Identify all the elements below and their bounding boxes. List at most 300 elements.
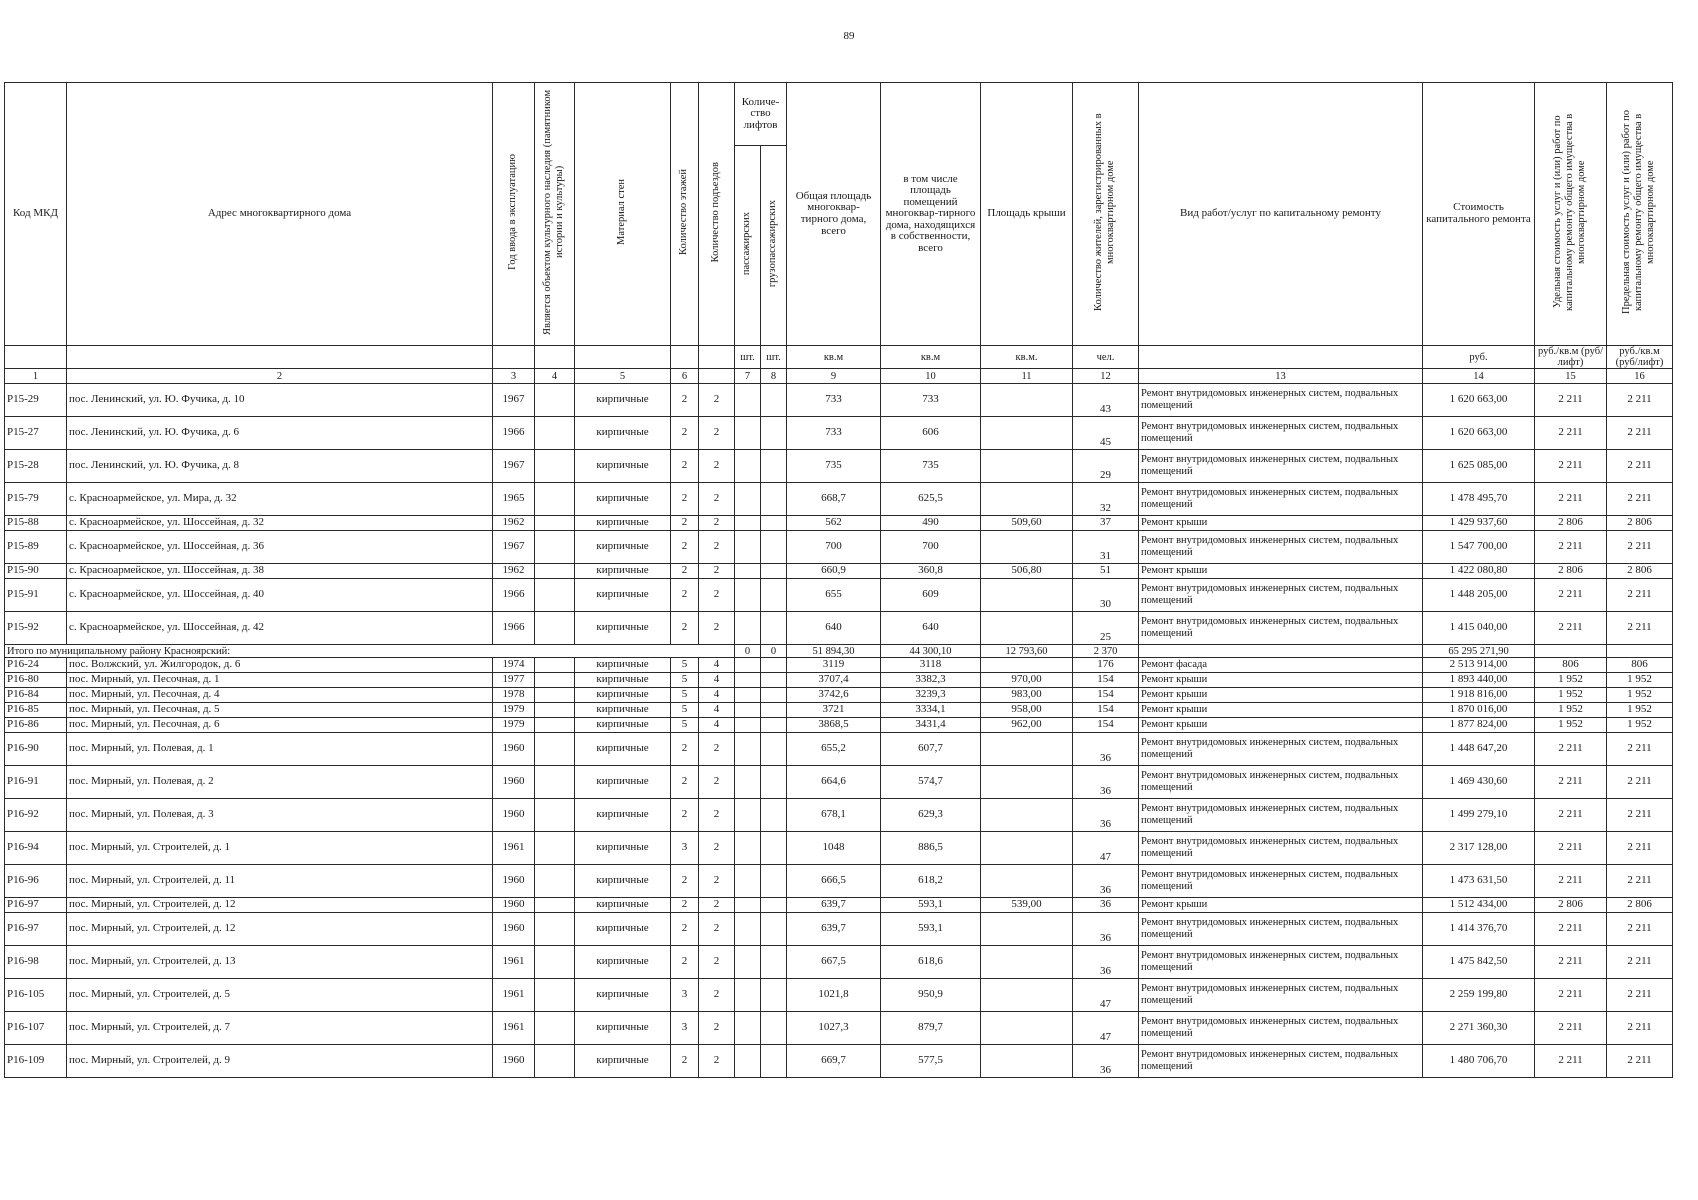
row-floors: 2 bbox=[671, 612, 699, 645]
row-walls: кирпичные bbox=[575, 450, 671, 483]
row-floors: 2 bbox=[671, 1045, 699, 1078]
row-max-cost: 1 952 bbox=[1607, 688, 1673, 703]
row-owned: 3431,4 bbox=[881, 718, 981, 733]
row-residents: 36 bbox=[1073, 898, 1139, 913]
row-address: пос. Мирный, ул. Песочная, д. 4 bbox=[67, 688, 493, 703]
row-floors: 5 bbox=[671, 703, 699, 718]
row-walls: кирпичные bbox=[575, 1045, 671, 1078]
row-address: с. Красноармейское, ул. Шоссейная, д. 42 bbox=[67, 612, 493, 645]
row-floors: 3 bbox=[671, 832, 699, 865]
row-roof bbox=[981, 979, 1073, 1012]
row-walls: кирпичные bbox=[575, 579, 671, 612]
row-lifts-pass bbox=[735, 450, 761, 483]
row-lifts-pass bbox=[735, 516, 761, 531]
row-walls: кирпичные bbox=[575, 865, 671, 898]
row-cost: 1 547 700,00 bbox=[1423, 531, 1535, 564]
row-heritage bbox=[535, 946, 575, 979]
table-row bbox=[5, 733, 1673, 766]
row-unit-cost: 1 952 bbox=[1535, 688, 1607, 703]
row-area: 640 bbox=[787, 612, 881, 645]
row-walls: кирпичные bbox=[575, 658, 671, 673]
row-code: P15-89 bbox=[5, 531, 67, 564]
row-work: Ремонт внутридомовых инженерных систем, подвальных помещений bbox=[1139, 1045, 1423, 1078]
row-roof bbox=[981, 865, 1073, 898]
row-walls: кирпичные bbox=[575, 688, 671, 703]
row-unit-cost: 2 211 bbox=[1535, 766, 1607, 799]
row-floors: 2 bbox=[671, 417, 699, 450]
row-owned: 360,8 bbox=[881, 564, 981, 579]
row-work: Ремонт внутридомовых инженерных систем, подвальных помещений bbox=[1139, 865, 1423, 898]
row-lifts-cargo bbox=[761, 673, 787, 688]
row-residents: 154 bbox=[1073, 718, 1139, 733]
row-unit-cost: 1 952 bbox=[1535, 718, 1607, 733]
row-address: с. Красноармейское, ул. Шоссейная, д. 40 bbox=[67, 579, 493, 612]
table-row bbox=[5, 579, 1673, 612]
row-address: пос. Мирный, ул. Строителей, д. 12 bbox=[67, 898, 493, 913]
row-year: 1961 bbox=[493, 1012, 535, 1045]
row-roof bbox=[981, 612, 1073, 645]
row-cost: 1 422 080,80 bbox=[1423, 564, 1535, 579]
row-max-cost: 2 211 bbox=[1607, 384, 1673, 417]
row-residents: 154 bbox=[1073, 703, 1139, 718]
column-number: 12 bbox=[1073, 369, 1139, 384]
table-row bbox=[5, 417, 1673, 450]
row-code: P16-98 bbox=[5, 946, 67, 979]
row-lifts-pass bbox=[735, 979, 761, 1012]
row-cost: 1 469 430,60 bbox=[1423, 766, 1535, 799]
row-roof: 509,60 bbox=[981, 516, 1073, 531]
row-year: 1966 bbox=[493, 417, 535, 450]
row-cost: 1 415 040,00 bbox=[1423, 612, 1535, 645]
row-walls: кирпичные bbox=[575, 1012, 671, 1045]
row-walls: кирпичные bbox=[575, 612, 671, 645]
row-entrances: 2 bbox=[699, 979, 735, 1012]
row-year: 1961 bbox=[493, 946, 535, 979]
row-heritage bbox=[535, 865, 575, 898]
row-code: P15-28 bbox=[5, 450, 67, 483]
row-year: 1977 bbox=[493, 673, 535, 688]
row-max-cost: 2 211 bbox=[1607, 483, 1673, 516]
row-entrances: 2 bbox=[699, 865, 735, 898]
row-roof bbox=[981, 1012, 1073, 1045]
row-lifts-pass bbox=[735, 483, 761, 516]
row-cost: 1 448 205,00 bbox=[1423, 579, 1535, 612]
row-entrances: 4 bbox=[699, 673, 735, 688]
row-lifts-cargo bbox=[761, 946, 787, 979]
row-area: 655 bbox=[787, 579, 881, 612]
row-code: P15-79 bbox=[5, 483, 67, 516]
row-unit-cost: 2 211 bbox=[1535, 1045, 1607, 1078]
col-entrances-header: Количество подъездов bbox=[699, 83, 735, 346]
table-row bbox=[5, 658, 1673, 673]
row-owned: 3239,3 bbox=[881, 688, 981, 703]
row-area: 700 bbox=[787, 531, 881, 564]
row-owned: 3118 bbox=[881, 658, 981, 673]
row-unit-cost: 2 211 bbox=[1535, 799, 1607, 832]
row-floors: 2 bbox=[671, 579, 699, 612]
row-owned: 490 bbox=[881, 516, 981, 531]
row-work: Ремонт крыши bbox=[1139, 718, 1423, 733]
row-heritage bbox=[535, 733, 575, 766]
row-heritage bbox=[535, 979, 575, 1012]
unit-area: кв.м bbox=[787, 346, 881, 369]
repair-register-table bbox=[4, 82, 1673, 1078]
row-unit-cost: 2 211 bbox=[1535, 733, 1607, 766]
col-address-header: Адрес многоквартирного дома bbox=[67, 83, 493, 346]
row-entrances: 2 bbox=[699, 531, 735, 564]
row-entrances: 2 bbox=[699, 913, 735, 946]
row-year: 1961 bbox=[493, 832, 535, 865]
row-work: Ремонт крыши bbox=[1139, 564, 1423, 579]
row-floors: 2 bbox=[671, 733, 699, 766]
column-number: 16 bbox=[1607, 369, 1673, 384]
row-roof bbox=[981, 832, 1073, 865]
row-work: Ремонт крыши bbox=[1139, 688, 1423, 703]
column-number: 14 bbox=[1423, 369, 1535, 384]
total-label: Итого по муниципальному району Красноярский: bbox=[5, 645, 735, 658]
row-work: Ремонт внутридомовых инженерных систем, подвальных помещений bbox=[1139, 946, 1423, 979]
row-owned: 3382,3 bbox=[881, 673, 981, 688]
row-unit-cost: 2 211 bbox=[1535, 612, 1607, 645]
col-code-header: Код МКД bbox=[5, 83, 67, 346]
row-address: с. Красноармейское, ул. Шоссейная, д. 36 bbox=[67, 531, 493, 564]
row-max-cost: 2 211 bbox=[1607, 450, 1673, 483]
row-cost: 1 620 663,00 bbox=[1423, 384, 1535, 417]
row-address: пос. Мирный, ул. Полевая, д. 3 bbox=[67, 799, 493, 832]
row-cost: 1 414 376,70 bbox=[1423, 913, 1535, 946]
row-owned: 700 bbox=[881, 531, 981, 564]
row-work: Ремонт внутридомовых инженерных систем, подвальных помещений bbox=[1139, 979, 1423, 1012]
row-walls: кирпичные bbox=[575, 898, 671, 913]
row-area: 3868,5 bbox=[787, 718, 881, 733]
row-area: 1048 bbox=[787, 832, 881, 865]
row-entrances: 4 bbox=[699, 688, 735, 703]
row-area: 667,5 bbox=[787, 946, 881, 979]
row-year: 1967 bbox=[493, 531, 535, 564]
row-code: P15-29 bbox=[5, 384, 67, 417]
unit-rub-m2: руб./кв.м (руб/лифт) bbox=[1607, 346, 1673, 369]
row-owned: 618,6 bbox=[881, 946, 981, 979]
row-area: 664,6 bbox=[787, 766, 881, 799]
column-number: 6 bbox=[671, 369, 699, 384]
row-residents: 51 bbox=[1073, 564, 1139, 579]
row-heritage bbox=[535, 483, 575, 516]
row-year: 1979 bbox=[493, 718, 535, 733]
total-area: 51 894,30 bbox=[787, 645, 881, 658]
row-address: пос. Мирный, ул. Полевая, д. 2 bbox=[67, 766, 493, 799]
row-cost: 1 512 434,00 bbox=[1423, 898, 1535, 913]
row-address: пос. Мирный, ул. Строителей, д. 7 bbox=[67, 1012, 493, 1045]
row-year: 1966 bbox=[493, 612, 535, 645]
row-heritage bbox=[535, 564, 575, 579]
row-lifts-pass bbox=[735, 946, 761, 979]
row-work: Ремонт внутридомовых инженерных систем, подвальных помещений bbox=[1139, 913, 1423, 946]
row-address: пос. Мирный, ул. Полевая, д. 1 bbox=[67, 733, 493, 766]
row-lifts-cargo bbox=[761, 1045, 787, 1078]
row-heritage bbox=[535, 658, 575, 673]
row-code: P15-92 bbox=[5, 612, 67, 645]
row-code: P16-97 bbox=[5, 898, 67, 913]
row-code: P15-27 bbox=[5, 417, 67, 450]
row-lifts-pass bbox=[735, 579, 761, 612]
row-year: 1967 bbox=[493, 384, 535, 417]
row-area: 3119 bbox=[787, 658, 881, 673]
row-floors: 5 bbox=[671, 688, 699, 703]
total-owned: 44 300,10 bbox=[881, 645, 981, 658]
row-lifts-cargo bbox=[761, 979, 787, 1012]
row-heritage bbox=[535, 718, 575, 733]
row-owned: 625,5 bbox=[881, 483, 981, 516]
row-residents: 36 bbox=[1073, 766, 1139, 799]
row-residents: 47 bbox=[1073, 1012, 1139, 1045]
row-heritage bbox=[535, 832, 575, 865]
row-code: P16-85 bbox=[5, 703, 67, 718]
row-work: Ремонт внутридомовых инженерных систем, подвальных помещений bbox=[1139, 384, 1423, 417]
row-cost: 1 448 647,20 bbox=[1423, 733, 1535, 766]
col-owned-header: в том числе площадь помещений многоквар-тирного дома, находящихся в собственности, всего bbox=[881, 83, 981, 346]
table-row bbox=[5, 483, 1673, 516]
row-owned: 733 bbox=[881, 384, 981, 417]
row-roof bbox=[981, 483, 1073, 516]
row-code: P16-97 bbox=[5, 913, 67, 946]
row-walls: кирпичные bbox=[575, 417, 671, 450]
col-cost-header: Стоимость капитального ремонта bbox=[1423, 83, 1535, 346]
row-lifts-cargo bbox=[761, 612, 787, 645]
row-residents: 47 bbox=[1073, 832, 1139, 865]
row-residents: 30 bbox=[1073, 579, 1139, 612]
column-numbers-row bbox=[5, 369, 1673, 384]
column-number: 2 bbox=[67, 369, 493, 384]
row-walls: кирпичные bbox=[575, 766, 671, 799]
row-year: 1960 bbox=[493, 865, 535, 898]
row-code: P15-88 bbox=[5, 516, 67, 531]
unit-people: чел. bbox=[1073, 346, 1139, 369]
row-work: Ремонт внутридомовых инженерных систем, подвальных помещений bbox=[1139, 417, 1423, 450]
row-residents: 31 bbox=[1073, 531, 1139, 564]
row-unit-cost: 2 211 bbox=[1535, 417, 1607, 450]
row-cost: 2 259 199,80 bbox=[1423, 979, 1535, 1012]
row-lifts-cargo bbox=[761, 718, 787, 733]
row-area: 639,7 bbox=[787, 913, 881, 946]
row-area: 655,2 bbox=[787, 733, 881, 766]
row-floors: 2 bbox=[671, 516, 699, 531]
row-residents: 154 bbox=[1073, 673, 1139, 688]
row-code: P16-109 bbox=[5, 1045, 67, 1078]
row-unit-cost: 2 211 bbox=[1535, 579, 1607, 612]
row-lifts-pass bbox=[735, 384, 761, 417]
row-residents: 36 bbox=[1073, 1045, 1139, 1078]
row-work: Ремонт внутридомовых инженерных систем, подвальных помещений bbox=[1139, 766, 1423, 799]
row-heritage bbox=[535, 673, 575, 688]
row-work: Ремонт внутридомовых инженерных систем, подвальных помещений bbox=[1139, 612, 1423, 645]
table-row bbox=[5, 946, 1673, 979]
row-year: 1965 bbox=[493, 483, 535, 516]
row-roof bbox=[981, 658, 1073, 673]
row-work: Ремонт внутридомовых инженерных систем, подвальных помещений bbox=[1139, 579, 1423, 612]
table-row bbox=[5, 913, 1673, 946]
row-roof: 983,00 bbox=[981, 688, 1073, 703]
row-owned: 618,2 bbox=[881, 865, 981, 898]
table-row bbox=[5, 832, 1673, 865]
row-area: 3742,6 bbox=[787, 688, 881, 703]
row-owned: 606 bbox=[881, 417, 981, 450]
row-lifts-cargo bbox=[761, 564, 787, 579]
row-roof bbox=[981, 450, 1073, 483]
row-area: 733 bbox=[787, 417, 881, 450]
total-lifts-pass: 0 bbox=[735, 645, 761, 658]
row-address: пос. Ленинский, ул. Ю. Фучика, д. 6 bbox=[67, 417, 493, 450]
unit-rub-m2: руб./кв.м (руб/лифт) bbox=[1535, 346, 1607, 369]
row-lifts-cargo bbox=[761, 733, 787, 766]
row-area: 733 bbox=[787, 384, 881, 417]
table-row bbox=[5, 898, 1673, 913]
row-floors: 3 bbox=[671, 1012, 699, 1045]
row-cost: 2 317 128,00 bbox=[1423, 832, 1535, 865]
row-owned: 609 bbox=[881, 579, 981, 612]
row-year: 1960 bbox=[493, 898, 535, 913]
table-row bbox=[5, 979, 1673, 1012]
col-walls-header: Материал стен bbox=[575, 83, 671, 346]
row-entrances: 2 bbox=[699, 766, 735, 799]
row-area: 660,9 bbox=[787, 564, 881, 579]
row-walls: кирпичные bbox=[575, 384, 671, 417]
row-cost: 2 513 914,00 bbox=[1423, 658, 1535, 673]
column-number: 1 bbox=[5, 369, 67, 384]
row-lifts-pass bbox=[735, 718, 761, 733]
row-work: Ремонт крыши bbox=[1139, 703, 1423, 718]
row-max-cost: 2 211 bbox=[1607, 579, 1673, 612]
row-cost: 2 271 360,30 bbox=[1423, 1012, 1535, 1045]
column-number: 9 bbox=[787, 369, 881, 384]
row-code: P16-96 bbox=[5, 865, 67, 898]
row-walls: кирпичные bbox=[575, 979, 671, 1012]
row-owned: 879,7 bbox=[881, 1012, 981, 1045]
row-cost: 1 499 279,10 bbox=[1423, 799, 1535, 832]
row-heritage bbox=[535, 766, 575, 799]
row-code: P16-94 bbox=[5, 832, 67, 865]
column-number: 15 bbox=[1535, 369, 1607, 384]
row-owned: 735 bbox=[881, 450, 981, 483]
row-code: P16-24 bbox=[5, 658, 67, 673]
col-lifts-header: Количе-ство лифтов bbox=[735, 83, 787, 146]
row-lifts-cargo bbox=[761, 516, 787, 531]
row-area: 669,7 bbox=[787, 1045, 881, 1078]
row-lifts-pass bbox=[735, 658, 761, 673]
row-lifts-pass bbox=[735, 688, 761, 703]
row-max-cost: 2 211 bbox=[1607, 766, 1673, 799]
row-cost: 1 918 816,00 bbox=[1423, 688, 1535, 703]
row-lifts-pass bbox=[735, 612, 761, 645]
row-address: пос. Ленинский, ул. Ю. Фучика, д. 8 bbox=[67, 450, 493, 483]
row-work: Ремонт внутридомовых инженерных систем, подвальных помещений bbox=[1139, 531, 1423, 564]
row-address: пос. Мирный, ул. Строителей, д. 11 bbox=[67, 865, 493, 898]
row-address: с. Красноармейское, ул. Мира, д. 32 bbox=[67, 483, 493, 516]
row-walls: кирпичные bbox=[575, 673, 671, 688]
row-address: пос. Мирный, ул. Строителей, д. 12 bbox=[67, 913, 493, 946]
row-entrances: 2 bbox=[699, 799, 735, 832]
row-roof bbox=[981, 384, 1073, 417]
row-roof bbox=[981, 417, 1073, 450]
row-unit-cost: 2 806 bbox=[1535, 564, 1607, 579]
row-owned: 886,5 bbox=[881, 832, 981, 865]
row-max-cost: 1 952 bbox=[1607, 673, 1673, 688]
col-unit-cost-header: Удельная стоимость услуг и (или) работ по капитальному ремонту общего имущества в многоквартирном доме bbox=[1535, 83, 1607, 346]
row-max-cost: 2 211 bbox=[1607, 799, 1673, 832]
row-roof: 970,00 bbox=[981, 673, 1073, 688]
row-year: 1960 bbox=[493, 766, 535, 799]
row-heritage bbox=[535, 913, 575, 946]
col-work-header: Вид работ/услуг по капитальному ремонту bbox=[1139, 83, 1423, 346]
row-cost: 1 625 085,00 bbox=[1423, 450, 1535, 483]
row-code: P16-84 bbox=[5, 688, 67, 703]
row-address: пос. Мирный, ул. Песочная, д. 1 bbox=[67, 673, 493, 688]
row-lifts-cargo bbox=[761, 688, 787, 703]
row-floors: 2 bbox=[671, 531, 699, 564]
row-lifts-cargo bbox=[761, 703, 787, 718]
row-code: P16-86 bbox=[5, 718, 67, 733]
row-lifts-pass bbox=[735, 733, 761, 766]
table-row bbox=[5, 612, 1673, 645]
row-code: P16-92 bbox=[5, 799, 67, 832]
row-lifts-pass bbox=[735, 766, 761, 799]
row-floors: 2 bbox=[671, 865, 699, 898]
row-year: 1966 bbox=[493, 579, 535, 612]
row-roof bbox=[981, 799, 1073, 832]
row-max-cost: 1 952 bbox=[1607, 703, 1673, 718]
row-floors: 3 bbox=[671, 979, 699, 1012]
row-owned: 574,7 bbox=[881, 766, 981, 799]
row-floors: 2 bbox=[671, 766, 699, 799]
row-lifts-cargo bbox=[761, 865, 787, 898]
row-unit-cost: 2 211 bbox=[1535, 384, 1607, 417]
row-lifts-pass bbox=[735, 898, 761, 913]
row-max-cost: 2 211 bbox=[1607, 979, 1673, 1012]
table-row bbox=[5, 766, 1673, 799]
table-row bbox=[5, 516, 1673, 531]
row-address: пос. Мирный, ул. Строителей, д. 1 bbox=[67, 832, 493, 865]
total-cost: 65 295 271,90 bbox=[1423, 645, 1535, 658]
row-cost: 1 877 824,00 bbox=[1423, 718, 1535, 733]
row-heritage bbox=[535, 688, 575, 703]
unit-pcs: шт. bbox=[735, 346, 761, 369]
col-year-header: Год ввода в эксплуатацию bbox=[493, 83, 535, 346]
row-year: 1960 bbox=[493, 733, 535, 766]
row-area: 639,7 bbox=[787, 898, 881, 913]
row-code: P16-105 bbox=[5, 979, 67, 1012]
page-number: 89 bbox=[843, 30, 855, 42]
row-max-cost: 2 806 bbox=[1607, 516, 1673, 531]
row-area: 562 bbox=[787, 516, 881, 531]
column-number bbox=[699, 369, 735, 384]
row-residents: 36 bbox=[1073, 913, 1139, 946]
row-roof bbox=[981, 766, 1073, 799]
row-cost: 1 480 706,70 bbox=[1423, 1045, 1535, 1078]
row-lifts-cargo bbox=[761, 579, 787, 612]
col-roof-header: Площадь крыши bbox=[981, 83, 1073, 346]
row-floors: 5 bbox=[671, 718, 699, 733]
row-residents: 36 bbox=[1073, 946, 1139, 979]
row-cost: 1 429 937,60 bbox=[1423, 516, 1535, 531]
col-area-header: Общая площадь многоквар-тирного дома, всего bbox=[787, 83, 881, 346]
unit-rub: руб. bbox=[1423, 346, 1535, 369]
row-unit-cost: 2 806 bbox=[1535, 516, 1607, 531]
col-floors-header: Количество этажей bbox=[671, 83, 699, 346]
row-roof bbox=[981, 579, 1073, 612]
row-heritage bbox=[535, 516, 575, 531]
row-floors: 2 bbox=[671, 384, 699, 417]
row-lifts-cargo bbox=[761, 531, 787, 564]
row-walls: кирпичные bbox=[575, 946, 671, 979]
